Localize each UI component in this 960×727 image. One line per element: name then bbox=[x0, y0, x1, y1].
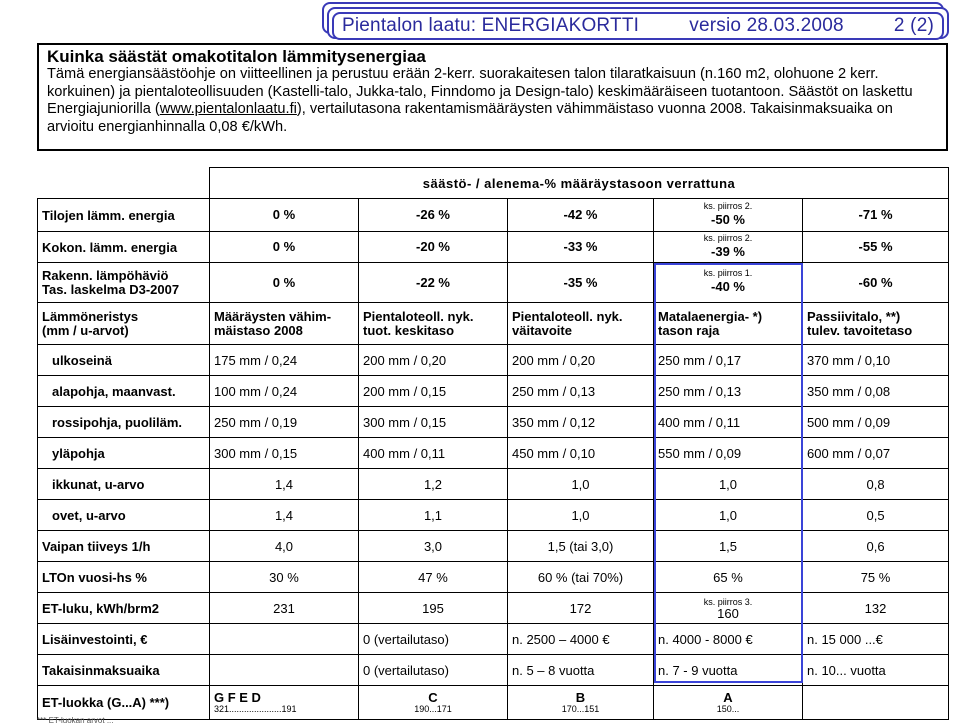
et-value: 160 bbox=[717, 606, 739, 621]
table-cell: 1,0 bbox=[508, 469, 654, 500]
grade-letter: A bbox=[723, 690, 733, 705]
table-cell: 550 mm / 0,09 bbox=[654, 438, 803, 469]
pct-cell bbox=[210, 232, 359, 263]
table-cell: 4,0 bbox=[210, 531, 359, 562]
row-label-line2: Tas. laskelma D3-2007 bbox=[42, 281, 180, 297]
pct-cell bbox=[508, 232, 654, 263]
table-cell: 0,8 bbox=[803, 469, 949, 500]
pct-cell bbox=[210, 199, 359, 232]
table-cell: 350 mm / 0,08 bbox=[803, 376, 949, 407]
table-cell: n. 4000 - 8000 € bbox=[654, 624, 803, 655]
grade-range: 150... bbox=[716, 704, 740, 714]
table-cell: 1,0 bbox=[508, 500, 654, 531]
table-cell: 1,0 bbox=[654, 500, 803, 531]
table-cell: 250 mm / 0,13 bbox=[654, 376, 803, 407]
grade-letter: C bbox=[428, 690, 438, 705]
table-cell: n. 5 – 8 vuotta bbox=[508, 655, 654, 686]
table-cell bbox=[210, 655, 359, 686]
table-title-row bbox=[38, 168, 949, 199]
table-cell: 400 mm / 0,11 bbox=[654, 407, 803, 438]
table-row bbox=[38, 199, 949, 232]
row-label bbox=[38, 263, 210, 303]
column-header-line1: Pientaloteoll. nyk. bbox=[363, 308, 474, 324]
table-cell: 600 mm / 0,07 bbox=[803, 438, 949, 469]
pct-value: -33 % bbox=[563, 239, 598, 254]
column-header bbox=[803, 303, 949, 345]
table-cell: 195 bbox=[359, 593, 508, 624]
column-header-line1: Pientaloteoll. nyk. bbox=[512, 308, 623, 324]
pct-value: -71 % bbox=[858, 207, 893, 222]
table-cell: n. 15 000 ...€ bbox=[803, 624, 949, 655]
pct-cell bbox=[654, 232, 803, 263]
grade-cell bbox=[210, 686, 359, 720]
table-row bbox=[38, 232, 949, 263]
table-cell: 60 % (tai 70%) bbox=[508, 562, 654, 593]
table-cell: 300 mm / 0,15 bbox=[359, 407, 508, 438]
grade-cell bbox=[508, 686, 654, 720]
pct-cell bbox=[508, 199, 654, 232]
row-label: ulkoseinä bbox=[38, 345, 210, 376]
pct-value: -35 % bbox=[563, 274, 598, 290]
table-cell: 1,2 bbox=[359, 469, 508, 500]
pct-cell bbox=[210, 263, 359, 303]
row-label: LTOn vuosi-hs % bbox=[38, 562, 210, 593]
pct-cell bbox=[359, 232, 508, 263]
column-header bbox=[359, 303, 508, 345]
pct-value: -26 % bbox=[416, 207, 450, 222]
grade-range: 170...151 bbox=[561, 704, 600, 714]
intro-text-part1: Tämä energiansäästöohje on viitteellinen ja perustuu erään 2-kerr. suorakaitesen talon tilaratkaisuun (n.160 m2, olohuone 2 kerr. korkuinen) ja pientaloteollisuuden (Kastelli-talo, Jukka-talo, Finndomo ja Design-talo) keskimääräiseen tuotantoon. Säästöt on laskettu Energiajuniorilla ( bbox=[47, 66, 913, 117]
table-cell bbox=[210, 624, 359, 655]
table-cell: 0,6 bbox=[803, 531, 949, 562]
row-label: ET-luku, kWh/brm2 bbox=[38, 593, 210, 624]
table-cell: 300 mm / 0,15 bbox=[210, 438, 359, 469]
table-cell: 200 mm / 0,15 bbox=[359, 376, 508, 407]
pct-cell bbox=[359, 263, 508, 303]
table-cell: 200 mm / 0,20 bbox=[359, 345, 508, 376]
header-title: Pientalon laatu: ENERGIAKORTTI bbox=[342, 15, 640, 36]
table-row bbox=[38, 593, 949, 624]
row-label: Lisäinvestointi, € bbox=[38, 624, 210, 655]
table-row bbox=[38, 624, 949, 655]
table-cell: 3,0 bbox=[359, 531, 508, 562]
pct-note: ks. piirros 1. bbox=[703, 268, 753, 278]
column-header-line2: väitavoite bbox=[512, 322, 572, 338]
row-label: ET-luokka (G...A) ***) bbox=[38, 686, 210, 720]
pct-value: -40 % bbox=[711, 279, 745, 294]
pct-value: -60 % bbox=[858, 274, 893, 290]
table-cell bbox=[654, 593, 803, 624]
pct-cell bbox=[654, 263, 803, 303]
table-cell: 1,5 (tai 3,0) bbox=[508, 531, 654, 562]
header-page: 2 (2) bbox=[893, 15, 934, 36]
table-row bbox=[38, 531, 949, 562]
row-label: Kokon. lämm. energia bbox=[38, 232, 210, 263]
column-header bbox=[508, 303, 654, 345]
table-row bbox=[38, 562, 949, 593]
column-header-line2: tason raja bbox=[658, 322, 720, 338]
grade-range: 321.....................191 bbox=[214, 704, 297, 714]
table-cell: 1,5 bbox=[654, 531, 803, 562]
pct-value: -20 % bbox=[416, 239, 450, 254]
pct-value: -55 % bbox=[858, 239, 893, 254]
table-cell: 1,4 bbox=[210, 469, 359, 500]
column-header-label bbox=[38, 303, 210, 345]
table-row bbox=[38, 469, 949, 500]
row-label: ovet, u-arvo bbox=[38, 500, 210, 531]
pct-value: 0 % bbox=[272, 274, 296, 290]
table-row bbox=[38, 655, 949, 686]
table-cell: 1,4 bbox=[210, 500, 359, 531]
table-cell: 350 mm / 0,12 bbox=[508, 407, 654, 438]
table-cell: 400 mm / 0,11 bbox=[359, 438, 508, 469]
table-cell: n. 2500 – 4000 € bbox=[508, 624, 654, 655]
pct-value: -39 % bbox=[711, 243, 745, 259]
pct-value: -22 % bbox=[416, 274, 450, 290]
table-cell: 1,1 bbox=[359, 500, 508, 531]
column-header-line2: mäistaso 2008 bbox=[214, 322, 303, 338]
row-label: Tilojen lämm. energia bbox=[38, 199, 210, 232]
column-header-row bbox=[38, 303, 949, 345]
pct-value: 0 % bbox=[272, 207, 296, 222]
pct-cell bbox=[654, 199, 803, 232]
energy-table bbox=[37, 167, 949, 720]
grade-row bbox=[38, 686, 949, 720]
table-cell: 370 mm / 0,10 bbox=[803, 345, 949, 376]
table-cell: 65 % bbox=[654, 562, 803, 593]
grade-letter: G F E D bbox=[214, 690, 261, 705]
table-row bbox=[38, 345, 949, 376]
column-header-line1: Matalaenergia- *) bbox=[658, 308, 763, 324]
table-cell: 500 mm / 0,09 bbox=[803, 407, 949, 438]
pct-note: ks. piirros 2. bbox=[703, 232, 753, 243]
table-cell: 250 mm / 0,13 bbox=[508, 376, 654, 407]
table-cell: n. 7 - 9 vuotta bbox=[654, 655, 803, 686]
table-cell: 200 mm / 0,20 bbox=[508, 345, 654, 376]
grade-range: 190...171 bbox=[414, 704, 452, 714]
pct-cell bbox=[508, 263, 654, 303]
table-cell: 250 mm / 0,19 bbox=[210, 407, 359, 438]
table-cell: 231 bbox=[210, 593, 359, 624]
column-header bbox=[210, 303, 359, 345]
pct-cell bbox=[359, 199, 508, 232]
row-label: Takaisinmaksuaika bbox=[38, 655, 210, 686]
footnote: *** ET-luokan arvot ... bbox=[37, 716, 114, 725]
column-header-line2: tuot. keskitaso bbox=[363, 322, 455, 338]
pct-cell bbox=[803, 199, 949, 232]
table-cell: 450 mm / 0,10 bbox=[508, 438, 654, 469]
intro-link[interactable]: www.pientalonlaatu.fi bbox=[159, 101, 297, 117]
grade-cell bbox=[359, 686, 508, 720]
table-cell: 75 % bbox=[803, 562, 949, 593]
pct-value: 0 % bbox=[272, 239, 296, 254]
table-row bbox=[38, 438, 949, 469]
pct-note: ks. piirros 2. bbox=[703, 200, 753, 211]
header-tab-front bbox=[332, 12, 944, 40]
table-cell: 30 % bbox=[210, 562, 359, 593]
table-cell: 175 mm / 0,24 bbox=[210, 345, 359, 376]
row-label: ikkunat, u-arvo bbox=[38, 469, 210, 500]
table-cell: 0 (vertailutaso) bbox=[359, 624, 508, 655]
table-cell: 132 bbox=[803, 593, 949, 624]
pct-cell bbox=[803, 263, 949, 303]
table-cell: 0 (vertailutaso) bbox=[359, 655, 508, 686]
table-title: säästö- / alenema-% määräystasoon verrattuna bbox=[210, 168, 949, 199]
row-label-line1: Rakenn. lämpöhäviö bbox=[42, 267, 169, 283]
column-header-line2: tulev. tavoitetaso bbox=[807, 322, 913, 338]
table-cell: 250 mm / 0,17 bbox=[654, 345, 803, 376]
row-label: alapohja, maanvast. bbox=[38, 376, 210, 407]
table-cell: n. 10... vuotta bbox=[803, 655, 949, 686]
intro-text-part2: ), vertailutasona rakentamismääräysten vähimmäistaso vuonna 2008. Takaisinmaksuaika on arvioitu energianhinnalla 0,08 €/kWh. bbox=[47, 101, 893, 135]
grade-cell bbox=[803, 686, 949, 720]
intro-box bbox=[37, 43, 948, 151]
table-row bbox=[38, 376, 949, 407]
intro-text bbox=[47, 66, 938, 136]
table-cell: 47 % bbox=[359, 562, 508, 593]
corner-cell bbox=[38, 168, 210, 199]
header-version: versio 28.03.2008 bbox=[689, 15, 844, 36]
et-note: ks. piirros 3. bbox=[703, 597, 753, 607]
table-row bbox=[38, 407, 949, 438]
pct-value: -50 % bbox=[711, 211, 745, 227]
table-row bbox=[38, 263, 949, 303]
grade-cell bbox=[654, 686, 803, 720]
pct-cell bbox=[803, 232, 949, 263]
header-tabs bbox=[322, 2, 950, 38]
column-header-line1: Määräysten vähim- bbox=[214, 308, 332, 324]
row-label: Vaipan tiiveys 1/h bbox=[38, 531, 210, 562]
table-cell: 100 mm / 0,24 bbox=[210, 376, 359, 407]
table-cell: 1,0 bbox=[654, 469, 803, 500]
row-label: rossipohja, puoliläm. bbox=[38, 407, 210, 438]
column-header bbox=[654, 303, 803, 345]
table-cell: 172 bbox=[508, 593, 654, 624]
row-label: yläpohja bbox=[38, 438, 210, 469]
intro-heading: Kuinka säästät omakotitalon lämmitysenergiaa bbox=[47, 47, 426, 66]
grade-letter: B bbox=[575, 690, 586, 705]
column-header-label-line2: (mm / u-arvot) bbox=[42, 322, 129, 338]
table-cell: 0,5 bbox=[803, 500, 949, 531]
pct-value: -42 % bbox=[563, 207, 598, 222]
column-header-line1: Passiivitalo, **) bbox=[807, 308, 901, 324]
table-row bbox=[38, 500, 949, 531]
column-header-label-line1: Lämmöneristys bbox=[42, 308, 139, 324]
